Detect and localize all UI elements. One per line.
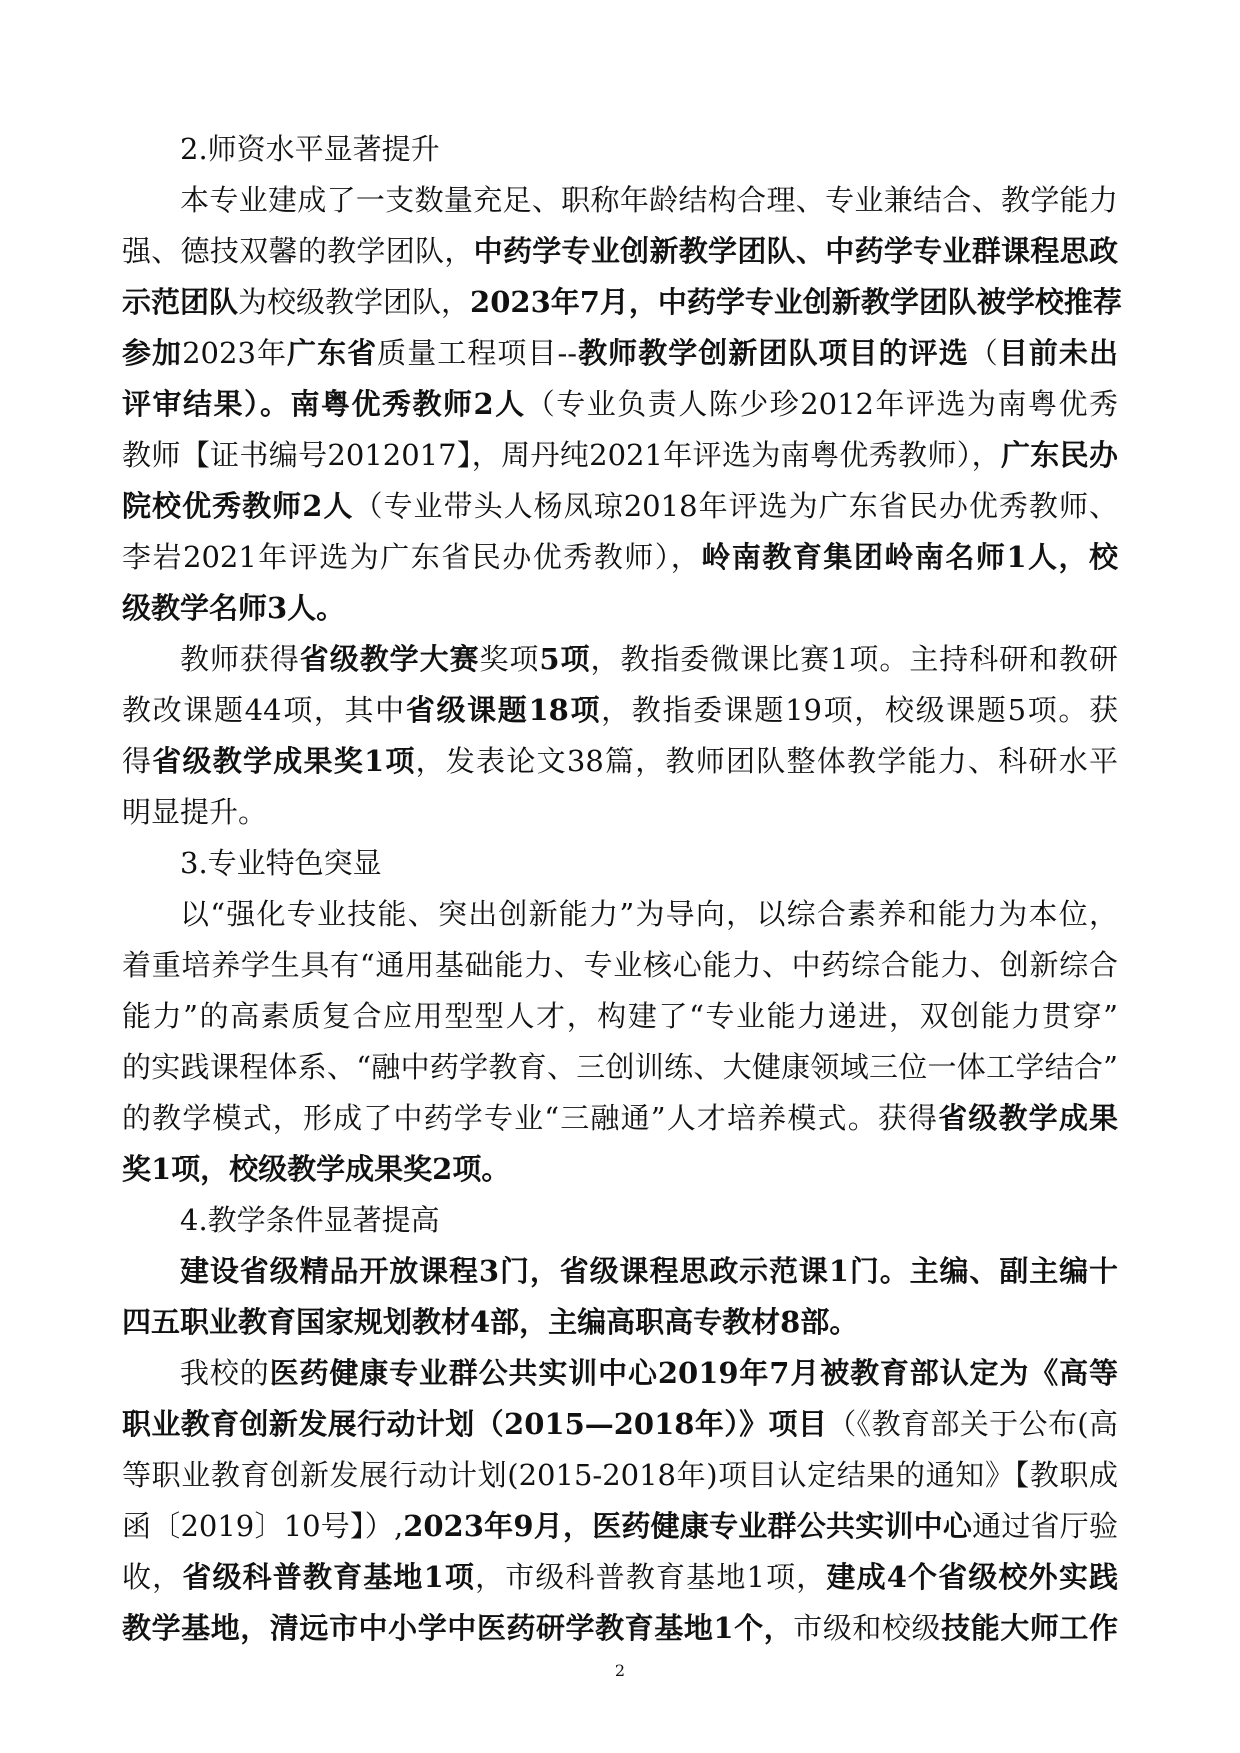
text-line: 奖1项，校级教学成果奖2项。 [122,1152,511,1186]
text-line: 示范团队为校级教学团队，2023年7月，中药学专业创新教学团队被学校推荐 [122,285,1122,319]
text-line: 教师【证书编号2012017】，周丹纯2021年评选为南粤优秀教师），广东民办 [122,438,1118,472]
text-line: 评审结果）。南粤优秀教师2人（专业负责人陈少珍2012年评选为南粤优秀 [122,387,1118,421]
text-line: 我校的医药健康专业群公共实训中心2019年7月被教育部认定为《高等 [180,1356,1118,1390]
text-line: 函〔2019〕10号】）,2023年9月，医药健康专业群公共实训中心通过省厅验 [122,1509,1118,1543]
text-line: 强、德技双馨的教学团队，中药学专业创新教学团队、中药学专业群课程思政 [122,234,1118,268]
text-line: 李岩2021年评选为广东省民办优秀教师），岭南教育集团岭南名师1人，校 [122,540,1118,574]
text-line: 建设省级精品开放课程3门，省级课程思政示范课1门。主编、副主编十 [180,1254,1118,1288]
document-body [122,124,1122,1654]
paragraph [122,175,1122,634]
text-line: 参加2023年广东省质量工程项目--教师教学创新团队项目的评选（目前未出 [122,336,1118,370]
paragraph [122,889,1118,1195]
text-line: 四五职业教育国家规划教材4部，主编高职高专教材8部。 [122,1305,859,1339]
text-line: 院校优秀教师2人（专业带头人杨凤琼2018年评选为广东省民办优秀教师、 [122,489,1118,523]
text-line: 得省级教学成果奖1项，发表论文38篇，教师团队整体教学能力、科研水平 [122,744,1118,778]
paragraph [122,1348,1118,1654]
text-line: 教学基地，清远市中小学中医药研学教育基地1个，市级和校级技能大师工作 [122,1611,1118,1645]
paragraph [122,1246,1118,1348]
text-line: 能力”的高素质复合应用型型人才，构建了“专业能力递进，双创能力贯穿” [122,999,1118,1033]
text-line: 本专业建成了一支数量充足、职称年龄结构合理、专业兼结合、教学能力 [180,183,1118,217]
text-line: 级教学名师3人。 [122,591,346,625]
text-line: 教改课题44项，其中省级课题18项，教指委课题19项，校级课题5项。获 [122,693,1119,727]
text-line: 的教学模式，形成了中药学专业“三融通”人才培养模式。获得省级教学成果 [122,1101,1118,1135]
text-line: 等职业教育创新发展行动计划(2015-2018年)项目认定结果的通知》【教职成 [122,1458,1118,1492]
text-line: 的实践课程体系、“融中药学教育、三创训练、大健康领域三位一体工学结合” [122,1050,1118,1084]
page-number: 2 [614,1661,626,1680]
text-line: 教师获得省级教学大赛奖项5项，教指委微课比赛1项。主持科研和教研 [180,642,1118,676]
section-heading: 2.师资水平显著提升 [180,132,440,166]
text-line: 以“强化专业技能、突出创新能力”为导向，以综合素养和能力为本位， [180,897,1118,931]
section-heading: 4.教学条件显著提高 [180,1203,440,1237]
text-line: 着重培养学生具有“通用基础能力、专业核心能力、中药综合能力、创新综合 [122,948,1118,982]
text-line: 收，省级科普教育基地1项，市级科普教育基地1项，建成4个省级校外实践 [122,1560,1118,1594]
paragraph [122,634,1118,838]
text-line: 明显提升。 [122,795,268,829]
text-line: 职业教育创新发展行动计划（2015—2018年）》项目（《教育部关于公布(高 [122,1407,1118,1441]
section-heading: 3.专业特色突显 [180,846,382,880]
